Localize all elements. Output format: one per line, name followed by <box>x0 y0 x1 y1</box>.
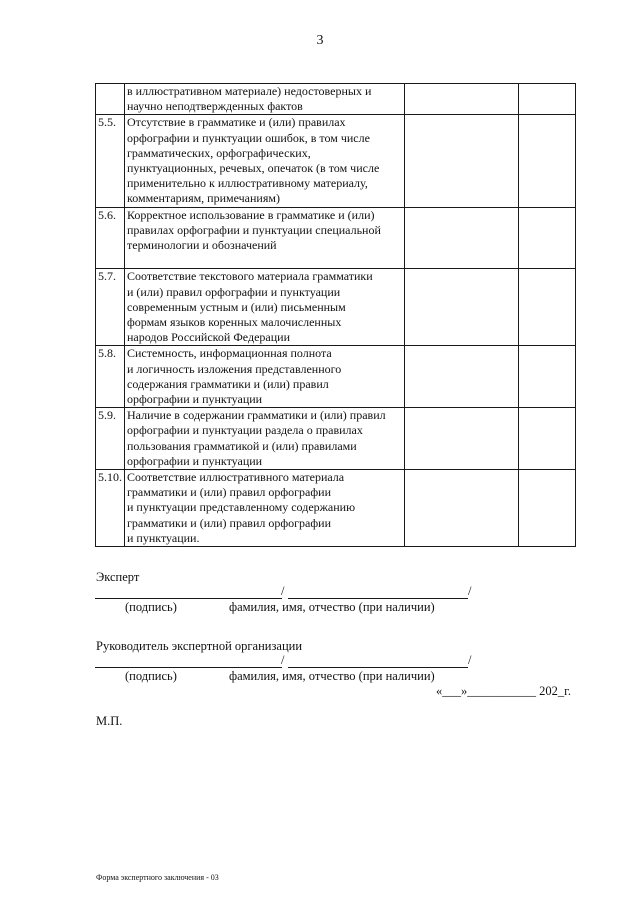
date-line: «___»___________ 202_г. <box>436 684 571 698</box>
criteria-text-line: современным устным и (или) письменным <box>127 299 346 314</box>
criteria-text-line: пунктуационных, речевых, опечаток (в том числе <box>127 161 380 176</box>
head-name-caption: фамилия, имя, отчество (при наличии) <box>229 669 435 683</box>
criteria-text-line: орфографии и пунктуации раздела о правилах <box>127 423 363 438</box>
criteria-row <box>96 470 576 547</box>
criteria-text-line: применительно к иллюстративному материалу, <box>127 176 368 191</box>
criteria-number: 5.7. <box>96 269 125 346</box>
criteria-text-line: Отсутствие в грамматике и (или) правилах <box>127 115 346 130</box>
criteria-text-line <box>127 253 402 268</box>
criteria-assessment-cell <box>405 346 519 408</box>
criteria-text-line: научно неподтвержденных фактов <box>127 99 303 114</box>
criteria-text <box>125 115 405 207</box>
criteria-text-line: и пунктуации. <box>127 530 200 545</box>
criteria-note-cell <box>519 207 576 269</box>
criteria-text <box>125 408 405 470</box>
criteria-note-cell <box>519 470 576 547</box>
criteria-text-line: в иллюстративном материале) недостоверных и <box>127 84 372 98</box>
criteria-text-line: Корректное использование в грамматике и (или) <box>127 207 375 222</box>
criteria-note-cell <box>519 84 576 115</box>
criteria-row <box>96 269 576 346</box>
criteria-number: 5.5. <box>96 115 125 207</box>
criteria-text-line: содержания грамматики и (или) правил <box>127 376 329 391</box>
criteria-text-line: орфографии и пунктуации ошибок, в том числе <box>127 130 370 145</box>
expert-label: Эксперт <box>96 570 140 584</box>
criteria-text-line: Соответствие иллюстративного материала <box>127 470 345 485</box>
page-number: 3 <box>316 33 324 48</box>
expert-signature-caption: (подпись) <box>125 600 177 614</box>
expert-signature-line <box>95 598 282 599</box>
expert-name-caption: фамилия, имя, отчество (при наличии) <box>229 600 435 614</box>
criteria-note-cell <box>519 346 576 408</box>
criteria-number: 5.8. <box>96 346 125 408</box>
criteria-text-line: Наличие в содержании грамматики и (или) правил <box>127 408 386 423</box>
criteria-text <box>125 346 405 408</box>
criteria-text-line: орфографии и пунктуации <box>127 392 263 407</box>
criteria-text-line: и логичность изложения представленного <box>127 361 342 376</box>
stamp-label: М.П. <box>96 714 123 728</box>
expert-slash-left: / <box>281 584 285 598</box>
criteria-text <box>125 207 405 269</box>
criteria-number: 5.9. <box>96 408 125 470</box>
criteria-row <box>96 84 576 115</box>
expert-name-line <box>288 598 468 599</box>
criteria-text-line: орфографии и пунктуации <box>127 453 263 468</box>
criteria-number: 5.6. <box>96 207 125 269</box>
form-footer: Форма экспертного заключения - 03 <box>96 873 219 882</box>
expert-slash-right: / <box>468 584 472 598</box>
criteria-text-line: и (или) правил орфографии и пунктуации <box>127 284 341 299</box>
criteria-note-cell <box>519 269 576 346</box>
criteria-assessment-cell <box>405 207 519 269</box>
criteria-row <box>96 346 576 408</box>
criteria-row <box>96 207 576 269</box>
criteria-text-line: грамматики и (или) правил орфографии <box>127 515 331 530</box>
head-signature-caption: (подпись) <box>125 669 177 683</box>
criteria-assessment-cell <box>405 84 519 115</box>
criteria-assessment-cell <box>405 470 519 547</box>
head-signature-line <box>95 667 282 668</box>
criteria-note-cell <box>519 408 576 470</box>
criteria-note-cell <box>519 115 576 207</box>
criteria-text <box>125 84 405 115</box>
head-slash-left: / <box>281 653 285 667</box>
criteria-text-line: и пунктуации представленному содержанию <box>127 500 356 515</box>
criteria-assessment-cell <box>405 269 519 346</box>
criteria-text-line: комментариям, примечаниям) <box>127 191 280 206</box>
head-label: Руководитель экспертной организации <box>96 639 303 653</box>
criteria-number <box>96 84 125 115</box>
criteria-assessment-cell <box>405 408 519 470</box>
criteria-text-line: Системность, информационная полнота <box>127 346 332 361</box>
criteria-text <box>125 269 405 346</box>
criteria-row <box>96 115 576 207</box>
criteria-assessment-cell <box>405 115 519 207</box>
criteria-text-line: Соответствие текстового материала грамматики <box>127 269 373 284</box>
criteria-number: 5.10. <box>96 470 125 547</box>
criteria-text-line: грамматики и (или) правил орфографии <box>127 485 331 500</box>
criteria-text-line: терминологии и обозначений <box>127 238 277 253</box>
criteria-text-line: народов Российской Федерации <box>127 330 290 345</box>
head-name-line <box>288 667 468 668</box>
criteria-text-line: формам языков коренных малочисленных <box>127 315 342 330</box>
criteria-row <box>96 408 576 470</box>
criteria-text-line: грамматических, орфографических, <box>127 145 311 160</box>
criteria-text-line: пользования грамматикой и (или) правилами <box>127 438 357 453</box>
criteria-text-line: правилах орфографии и пунктуации специальной <box>127 222 381 237</box>
head-slash-right: / <box>468 653 472 667</box>
criteria-table <box>95 83 576 547</box>
criteria-text <box>125 470 405 547</box>
criteria-table-body <box>96 84 576 547</box>
